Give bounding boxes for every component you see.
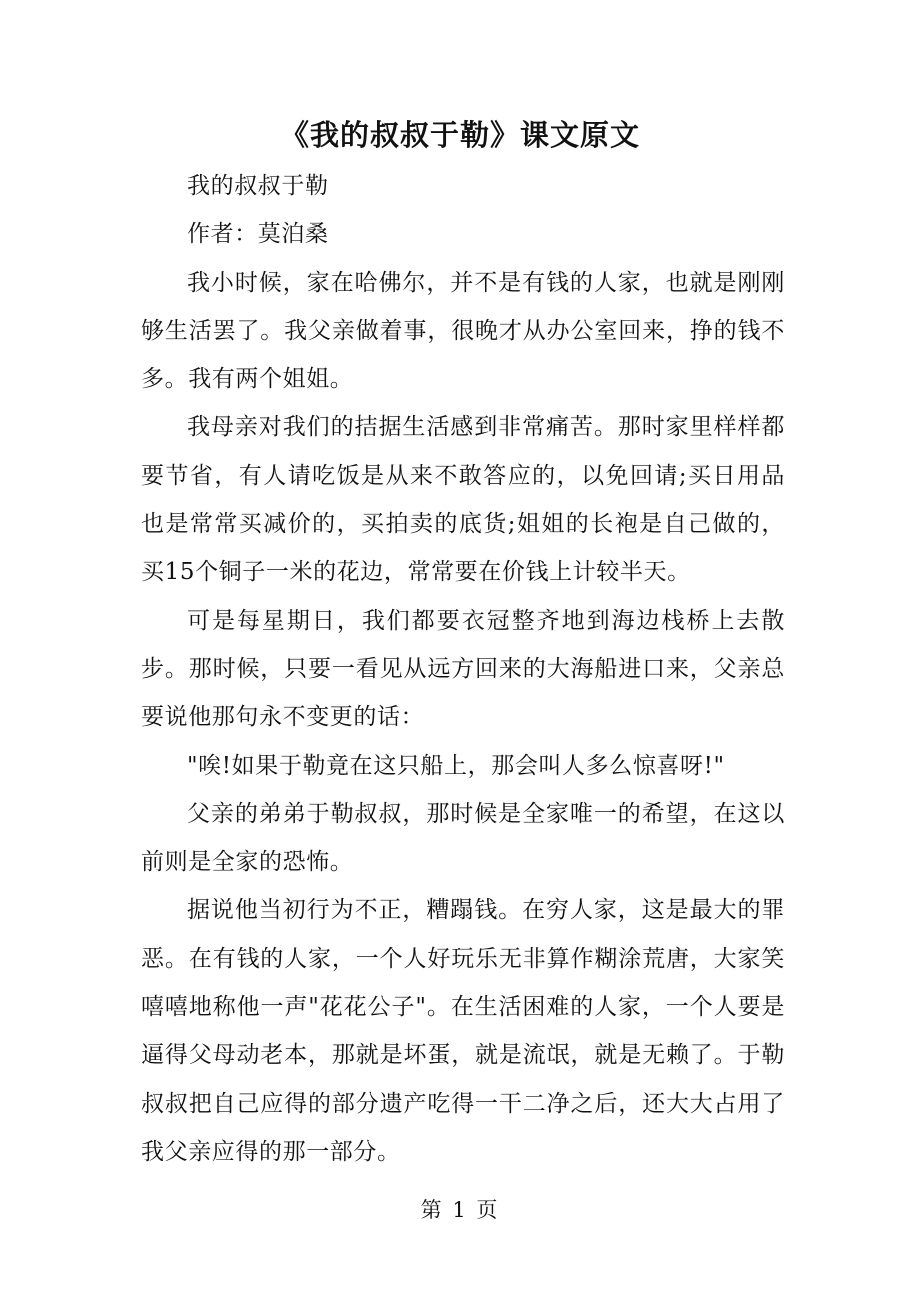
paragraph: 可是每星期日，我们都要衣冠整齐地到海边栈桥上去散步。那时候，只要一看见从远方回来的大海船进口来，父亲总要说他那句永不变更的话： — [141, 607, 785, 731]
paragraph-quote: "唉!如果于勒竟在这只船上，那会叫人多么惊喜呀!" — [187, 752, 725, 779]
paragraph: 我母亲对我们的拮据生活感到非常痛苦。那时家里样样都要节省，有人请吃饭是从来不敢答应的，以免回请;买日用品也是常常买减价的，买拍卖的底货;姐姐的长袍是自己做的，买15个铜子一米的花边，常常要在价钱上计较半天。 — [141, 414, 785, 586]
paragraph: 我小时候，家在哈佛尔，并不是有钱的人家，也就是刚刚够生活罢了。我父亲做着事，很晚才从办公室回来，挣的钱不多。我有两个姐姐。 — [141, 269, 785, 393]
page-number: 第 1 页 — [420, 1198, 500, 1222]
document-title: 《我的叔叔于勒》课文原文 — [279, 118, 640, 152]
document-body — [141, 162, 785, 1176]
paragraph: 据说他当初行为不正，糟蹋钱。在穷人家，这是最大的罪恶。在有钱的人家，一个人好玩乐无非算作糊涂荒唐，大家笑嘻嘻地称他一声"花花公子"。在生活困难的人家，一个人要是逼得父母动老本，那就是坏蛋，就是流氓，就是无赖了。于勒叔叔把自己应得的部分遗产吃得一干二净之后，还大大占用了我父亲应得的那一部分。 — [141, 897, 785, 1165]
paragraph: 父亲的弟弟于勒叔叔，那时候是全家唯一的希望，在这以前则是全家的恐怖。 — [141, 800, 785, 876]
paragraph-story-title: 我的叔叔于勒 — [187, 173, 329, 199]
paragraph-author: 作者：莫泊桑 — [187, 221, 329, 248]
